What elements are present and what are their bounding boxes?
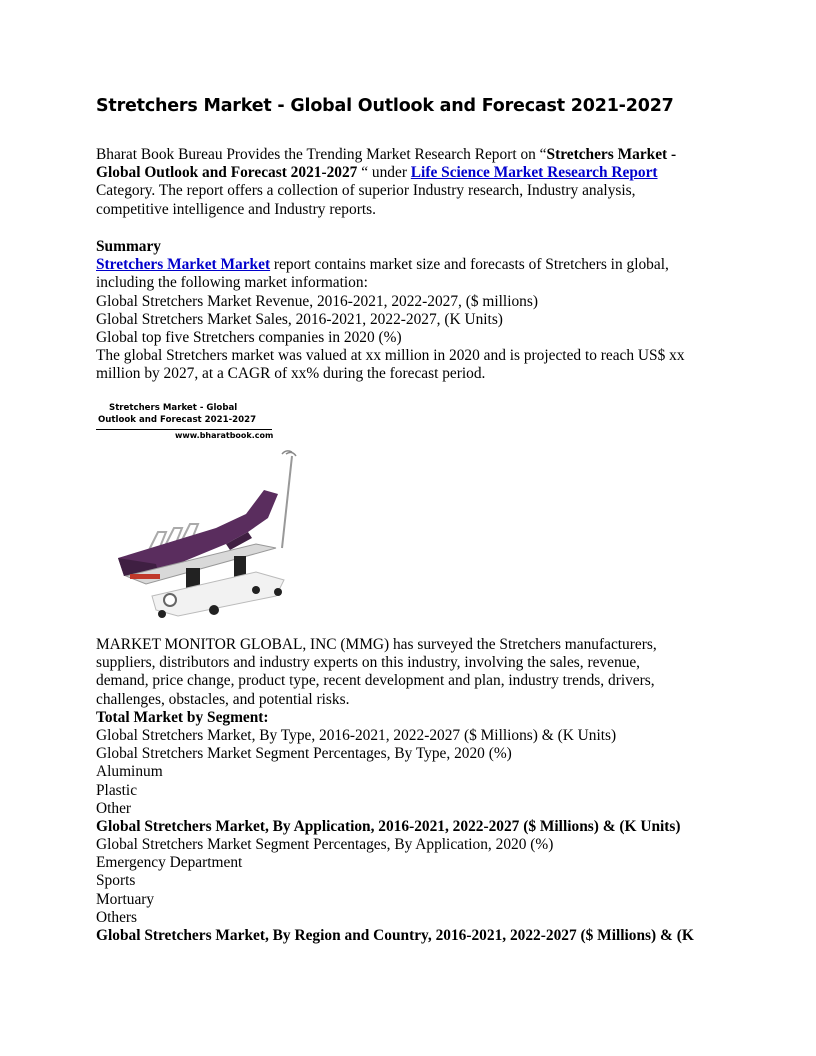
image-caption-line-1: Stretchers Market - Global bbox=[109, 403, 238, 413]
application-item: Sports bbox=[96, 872, 136, 890]
page-title: Stretchers Market - Global Outlook and Forecast 2021-2027 bbox=[96, 96, 674, 116]
type-item: Plastic bbox=[96, 781, 138, 799]
body-line-2: suppliers, distributors and industry experts on this industry, involving the sales, revenue, bbox=[96, 654, 641, 672]
region-heading: Global Stretchers Market, By Region and Country, 2016-2021, 2022-2027 ($ Millions) & (K bbox=[96, 927, 694, 944]
body-line-3: demand, price change, product type, recent development and plan, industry trends, drivers, bbox=[96, 672, 655, 690]
report-name-cont: Global Outlook and Forecast 2021-2027 bbox=[96, 164, 358, 182]
application-heading: Global Stretchers Market, By Application, 2016-2021, 2022-2027 ($ Millions) & (K Units) bbox=[96, 817, 681, 835]
type-item: Aluminum bbox=[96, 763, 163, 781]
summary-heading: Summary bbox=[96, 238, 161, 255]
application-item: Mortuary bbox=[96, 890, 155, 908]
summary-section bbox=[96, 238, 736, 384]
type-line-2: Global Stretchers Market Segment Percentages, By Type, 2020 (%) bbox=[96, 745, 512, 763]
summary-line-5: Global top five Stretchers companies in 2020 (%) bbox=[96, 328, 402, 346]
intro-paragraph bbox=[96, 146, 736, 219]
intro-line-4: competitive intelligence and Industry reports. bbox=[96, 200, 376, 218]
summary-line-4: Global Stretchers Market Sales, 2016-2021, 2022-2027, (K Units) bbox=[96, 310, 503, 328]
application-item: Emergency Department bbox=[96, 854, 243, 872]
image-caption-url: www.bharatbook.com bbox=[175, 431, 274, 440]
summary-line-7: million by 2027, at a CAGR of xx% during the forecast period. bbox=[96, 365, 486, 383]
product-image bbox=[96, 400, 306, 620]
summary-line-2: including the following market information: bbox=[96, 274, 368, 292]
image-caption-line-2: Outlook and Forecast 2021-2027 bbox=[98, 415, 257, 425]
summary-line-1: report contains market size and forecasts of Stretchers in global, bbox=[270, 256, 669, 274]
application-item: Others bbox=[96, 908, 138, 926]
type-item: Other bbox=[96, 799, 132, 817]
intro-text: Bharat Book Bureau Provides the Trending Market Research Report on “ bbox=[96, 146, 547, 163]
stretcher-illustration bbox=[106, 448, 306, 618]
category-link[interactable]: Life Science Market Research Report bbox=[410, 164, 658, 182]
application-line: Global Stretchers Market Segment Percentages, By Application, 2020 (%) bbox=[96, 836, 554, 854]
report-link[interactable]: Stretchers Market Market bbox=[96, 256, 271, 274]
summary-line-6: The global Stretchers market was valued at xx million in 2020 and is projected to reach US$ xx bbox=[96, 347, 685, 365]
body-line-1: MARKET MONITOR GLOBAL, INC (MMG) has surveyed the Stretchers manufacturers, bbox=[96, 636, 657, 653]
intro-under: “ under bbox=[357, 164, 411, 182]
body-line-4: challenges, obstacles, and potential risks. bbox=[96, 690, 350, 708]
summary-line-3: Global Stretchers Market Revenue, 2016-2021, 2022-2027, ($ millions) bbox=[96, 292, 538, 310]
report-name: Stretchers Market - bbox=[546, 146, 677, 163]
type-line-1: Global Stretchers Market, By Type, 2016-2021, 2022-2027 ($ Millions) & (K Units) bbox=[96, 726, 617, 744]
segment-heading: Total Market by Segment: bbox=[96, 708, 269, 726]
intro-line-3: Category. The report offers a collection of superior Industry research, Industry analysis, bbox=[96, 182, 636, 200]
main-content bbox=[96, 636, 736, 945]
